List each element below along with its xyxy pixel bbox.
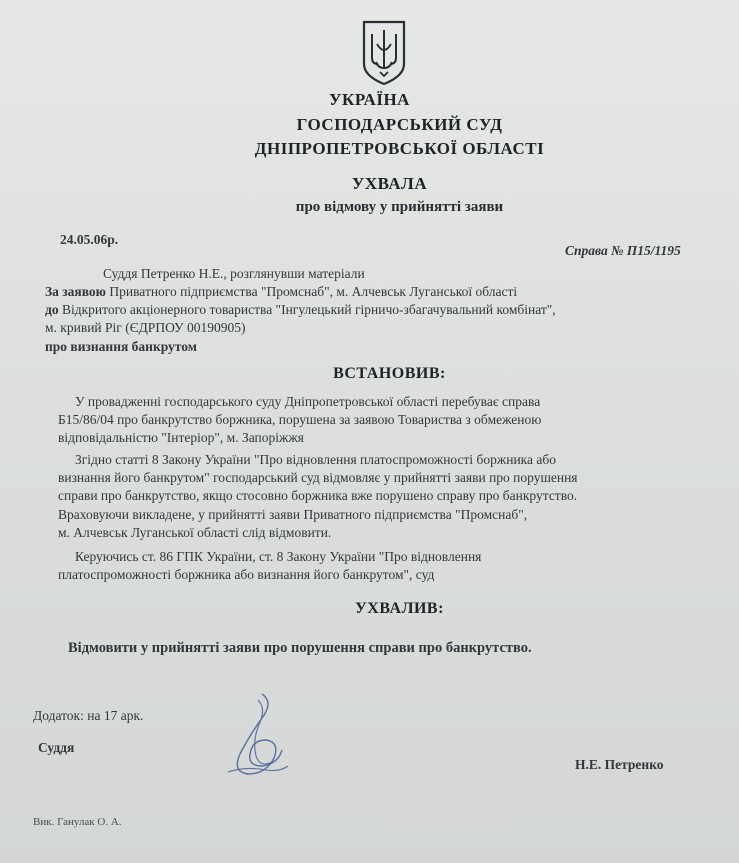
country-name: УКРАЇНА bbox=[329, 90, 410, 109]
established-p3-line2: м. Алчевськ Луганської області слід відмовити. bbox=[58, 525, 332, 540]
established-p2-line2: визнання його банкрутом" господарський суд відмовляє у прийнятті заяви про порушення bbox=[58, 470, 578, 485]
judge-label: Суддя bbox=[38, 740, 75, 755]
established-p2-line3: справи про банкрутство, якщо стосовно боржника вже порушено справу про банкрутство. bbox=[58, 488, 578, 503]
intro-applicant-text: Приватного підприємства "Промснаб", м. Алчевськ Луганської області bbox=[109, 284, 518, 299]
ruling-date: 24.05.06р. bbox=[60, 232, 119, 247]
judge-name: Н.Е. Петренко bbox=[575, 757, 664, 772]
attachment-note: Додаток: на 17 арк. bbox=[33, 708, 144, 723]
established-p1-line3: відповідальністю "Інтеріор", м. Запоріжжя bbox=[58, 430, 304, 445]
intro-line-applicant bbox=[45, 284, 517, 300]
established-p4-line2: платоспроможності боржника або визнання його банкрутом", суд bbox=[58, 567, 435, 582]
intro-line-subject: про визнання банкрутом bbox=[45, 339, 197, 354]
established-heading: ВСТАНОВИВ: bbox=[333, 365, 446, 382]
judge-signature-icon bbox=[222, 688, 294, 780]
case-number: Справа № П15/1195 bbox=[565, 243, 681, 258]
court-name: ГОСПОДАРСЬКИЙ СУД bbox=[296, 115, 503, 134]
intro-line-city: м. кривий Ріг (ЄДРПОУ 00190905) bbox=[45, 320, 246, 335]
intro-debtor-text: Відкритого акціонерного товариства "Інгулецький гірничо-збагачувальний комбінат", bbox=[61, 302, 556, 317]
intro-applicant-label: За заявою bbox=[45, 284, 106, 299]
executor-note: Вик. Ганулак О. А. bbox=[33, 816, 122, 828]
established-p2-line1: Згідно статті 8 Закону України "Про відновлення платоспроможності боржника або bbox=[75, 452, 557, 467]
resolved-heading: УХВАЛИВ: bbox=[355, 600, 444, 617]
intro-debtor-label: до bbox=[45, 302, 59, 317]
document-type: УХВАЛА bbox=[351, 174, 428, 193]
intro-line-judge: Суддя Петренко Н.Е., розглянувши матеріали bbox=[103, 266, 365, 281]
ukraine-trident-emblem-icon bbox=[360, 18, 408, 86]
resolved-decision: Відмовити у прийнятті заяви про порушення справи про банкрутство. bbox=[68, 640, 532, 656]
court-region: ДНІПРОПЕТРОВСЬКОЇ ОБЛАСТІ bbox=[254, 139, 545, 158]
established-p3-line1: Враховуючи викладене, у прийнятті заяви Приватного підприємства "Промснаб", bbox=[58, 507, 528, 522]
intro-line-debtor bbox=[45, 302, 556, 318]
established-p4-line1: Керуючись ст. 86 ГПК України, ст. 8 Закону України "Про відновлення bbox=[75, 549, 482, 564]
established-p1-line1: У провадженні господарського суду Дніпропетровської області перебуває справа bbox=[75, 394, 541, 409]
established-p1-line2: Б15/86/04 про банкрутство боржника, порушена за заявою Товариства з обмеженою bbox=[58, 412, 542, 427]
document-subject: про відмову у прийнятті заяви bbox=[295, 199, 504, 215]
